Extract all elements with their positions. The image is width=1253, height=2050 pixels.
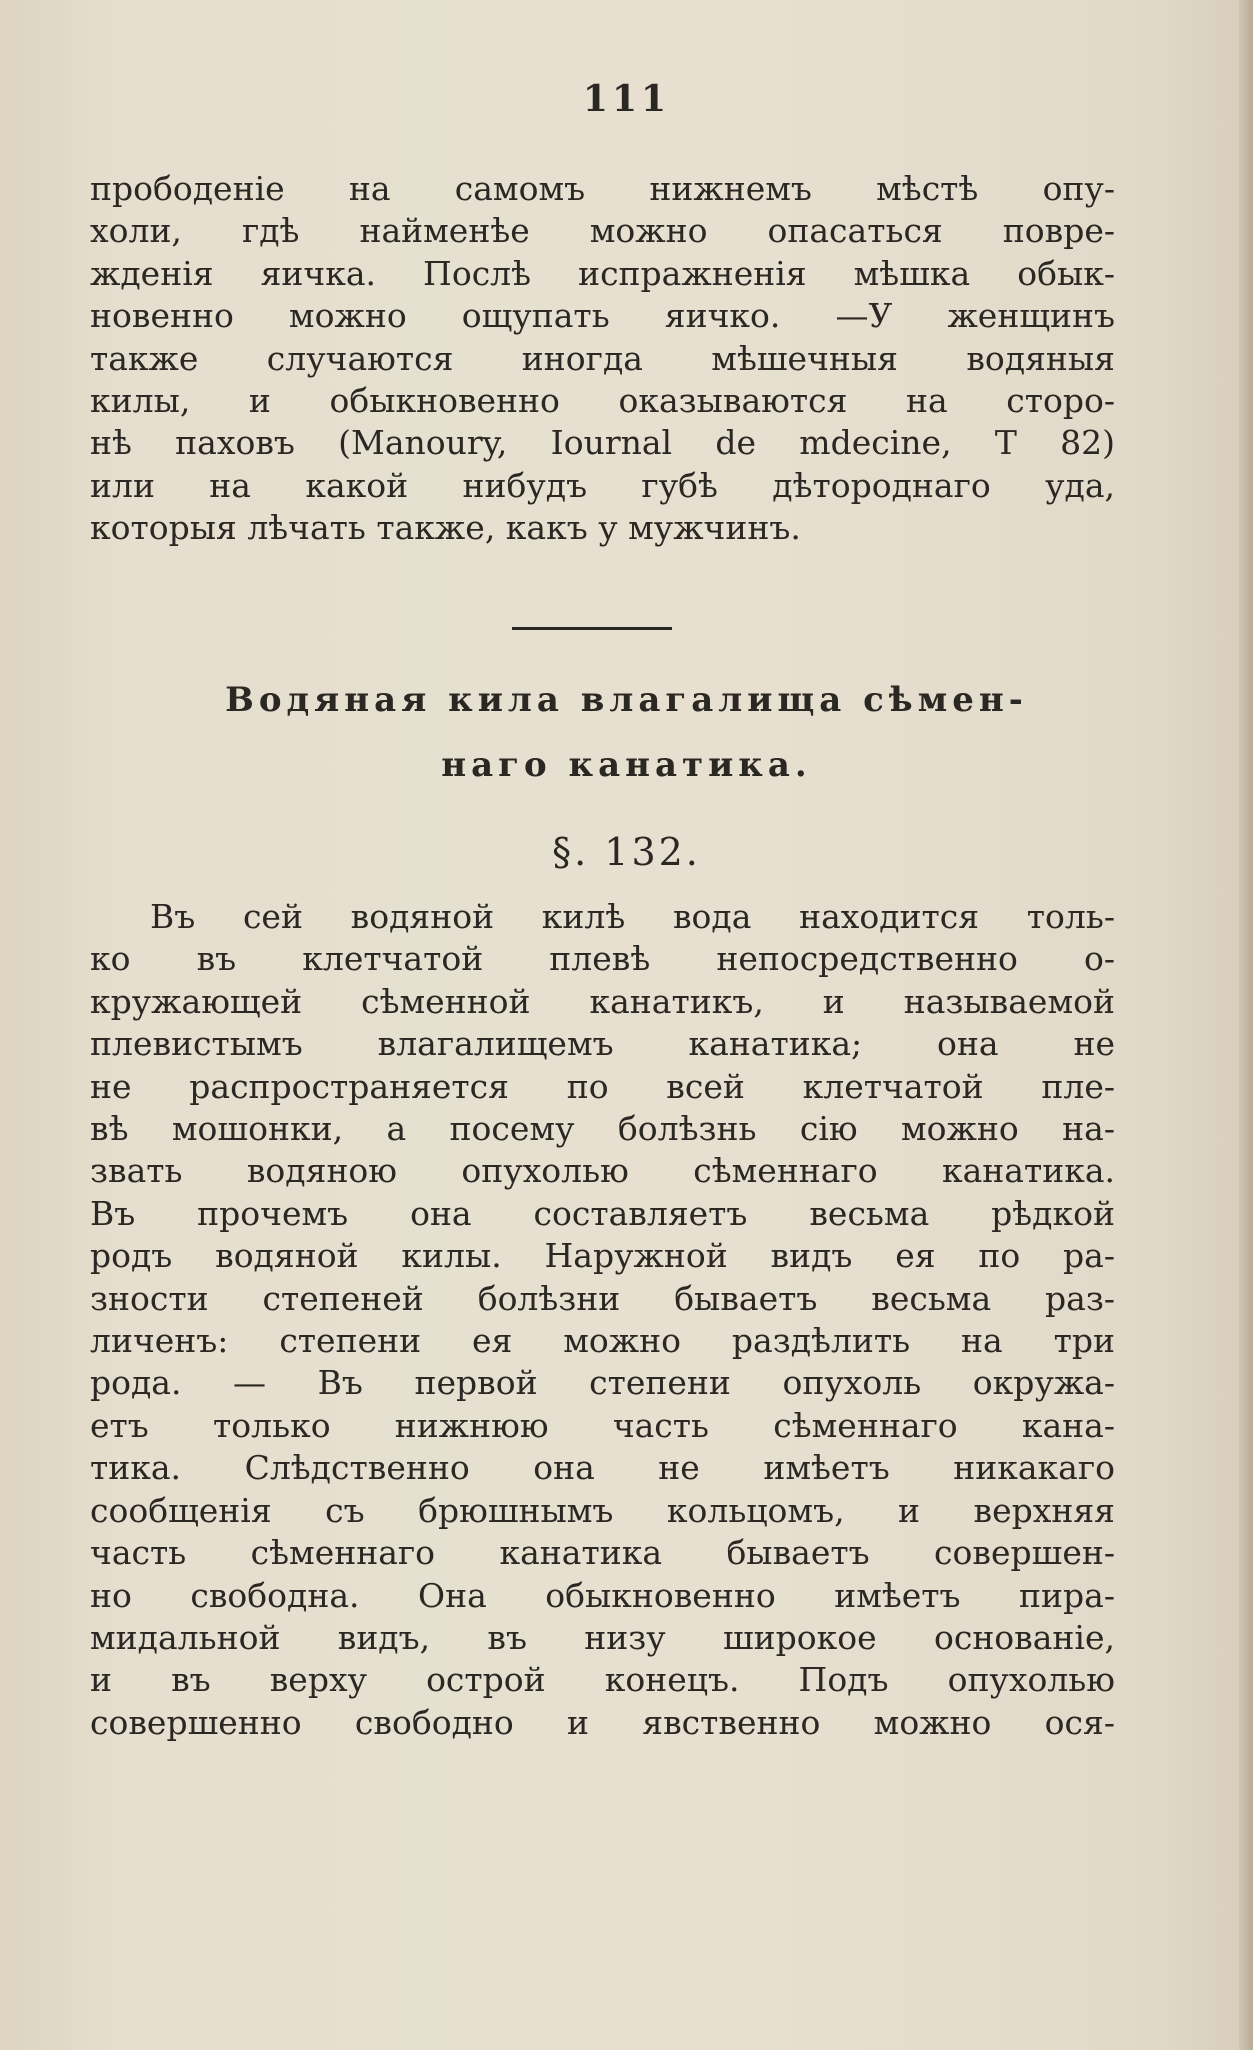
text-line: рода. — Въ первой степени опухоль окружа- [90,1363,1115,1403]
text-line: или на какой нибудъ губѣ дѣтороднаго уда, [90,465,1115,505]
page-edge-shadow [1239,0,1253,2050]
text-line: зности степеней болѣзни бываетъ весьма раз- [90,1278,1115,1318]
text-line: прободеніе на самомъ нижнемъ мѣстѣ опу- [90,169,1115,208]
text-line: новенно можно ощупать яичко. —У женщинъ [90,296,1115,336]
text-line: Въ сей водяной килѣ вода находится толь- [150,897,1115,936]
section-heading-line-2: наго канатика. [441,745,812,785]
section-number: §. 132. [552,830,701,874]
text-line: тика. Слѣдственно она не имѣетъ никакаго [90,1448,1115,1488]
text-line: сообщенія съ брюшнымъ кольцомъ, и верхняя [90,1490,1115,1530]
section-heading-line-1: Водяная кила влагалища сѣмен- [225,680,1028,720]
page-number: 111 [582,78,671,120]
text-line: нѣ паховъ (Manoury, Iournal de mdecine, T 82) [90,423,1115,463]
text-line: не распространяется по всей клетчатой пле- [90,1066,1115,1106]
text-line: ко въ клетчатой плевѣ непосредственно о- [90,939,1115,979]
text-line: родъ водяной килы. Наружной видъ ея по ра- [90,1236,1115,1276]
text-line: холи, гдѣ найменѣе можно опасаться повре- [90,211,1115,251]
text-line: килы, и обыкновенно оказываются на сторо- [90,381,1115,421]
text-line: жденія яичка. Послѣ испражненія мѣшка обык- [90,253,1115,293]
continued-paragraph [90,168,1115,550]
text-line: мидальной видъ, въ низу широкое основаніе, [90,1617,1115,1657]
text-line: совершенно свободно и явственно можно ося- [90,1702,1115,1742]
text-line: кружающей сѣменной канатикъ, и называемой [90,981,1115,1021]
text-line: но свободна. Она обыкновенно имѣетъ пира- [90,1575,1115,1615]
section-divider [512,627,672,630]
section-paragraph [90,896,1115,1744]
text-line: которыя лѣчать также, какъ у мужчинъ. [90,508,801,548]
text-line: личенъ: степени ея можно раздѣлить на три [90,1321,1115,1361]
text-line: также случаются иногда мѣшечныя водяныя [90,338,1115,378]
text-line: часть сѣменнаго канатика бываетъ совершен- [90,1533,1115,1573]
text-line: звать водяною опухолью сѣменнаго канатика. [90,1151,1115,1191]
text-line: Въ прочемъ она составляетъ весьма рѣдкой [90,1193,1115,1233]
text-line: вѣ мошонки, а посему болѣзнь сію можно на- [90,1109,1115,1149]
text-line: плевистымъ влагалищемъ канатика; она не [90,1024,1115,1064]
text-line: и въ верху острой конецъ. Подъ опухолью [90,1660,1115,1700]
text-line: етъ только нижнюю часть сѣменнаго кана- [90,1405,1115,1445]
